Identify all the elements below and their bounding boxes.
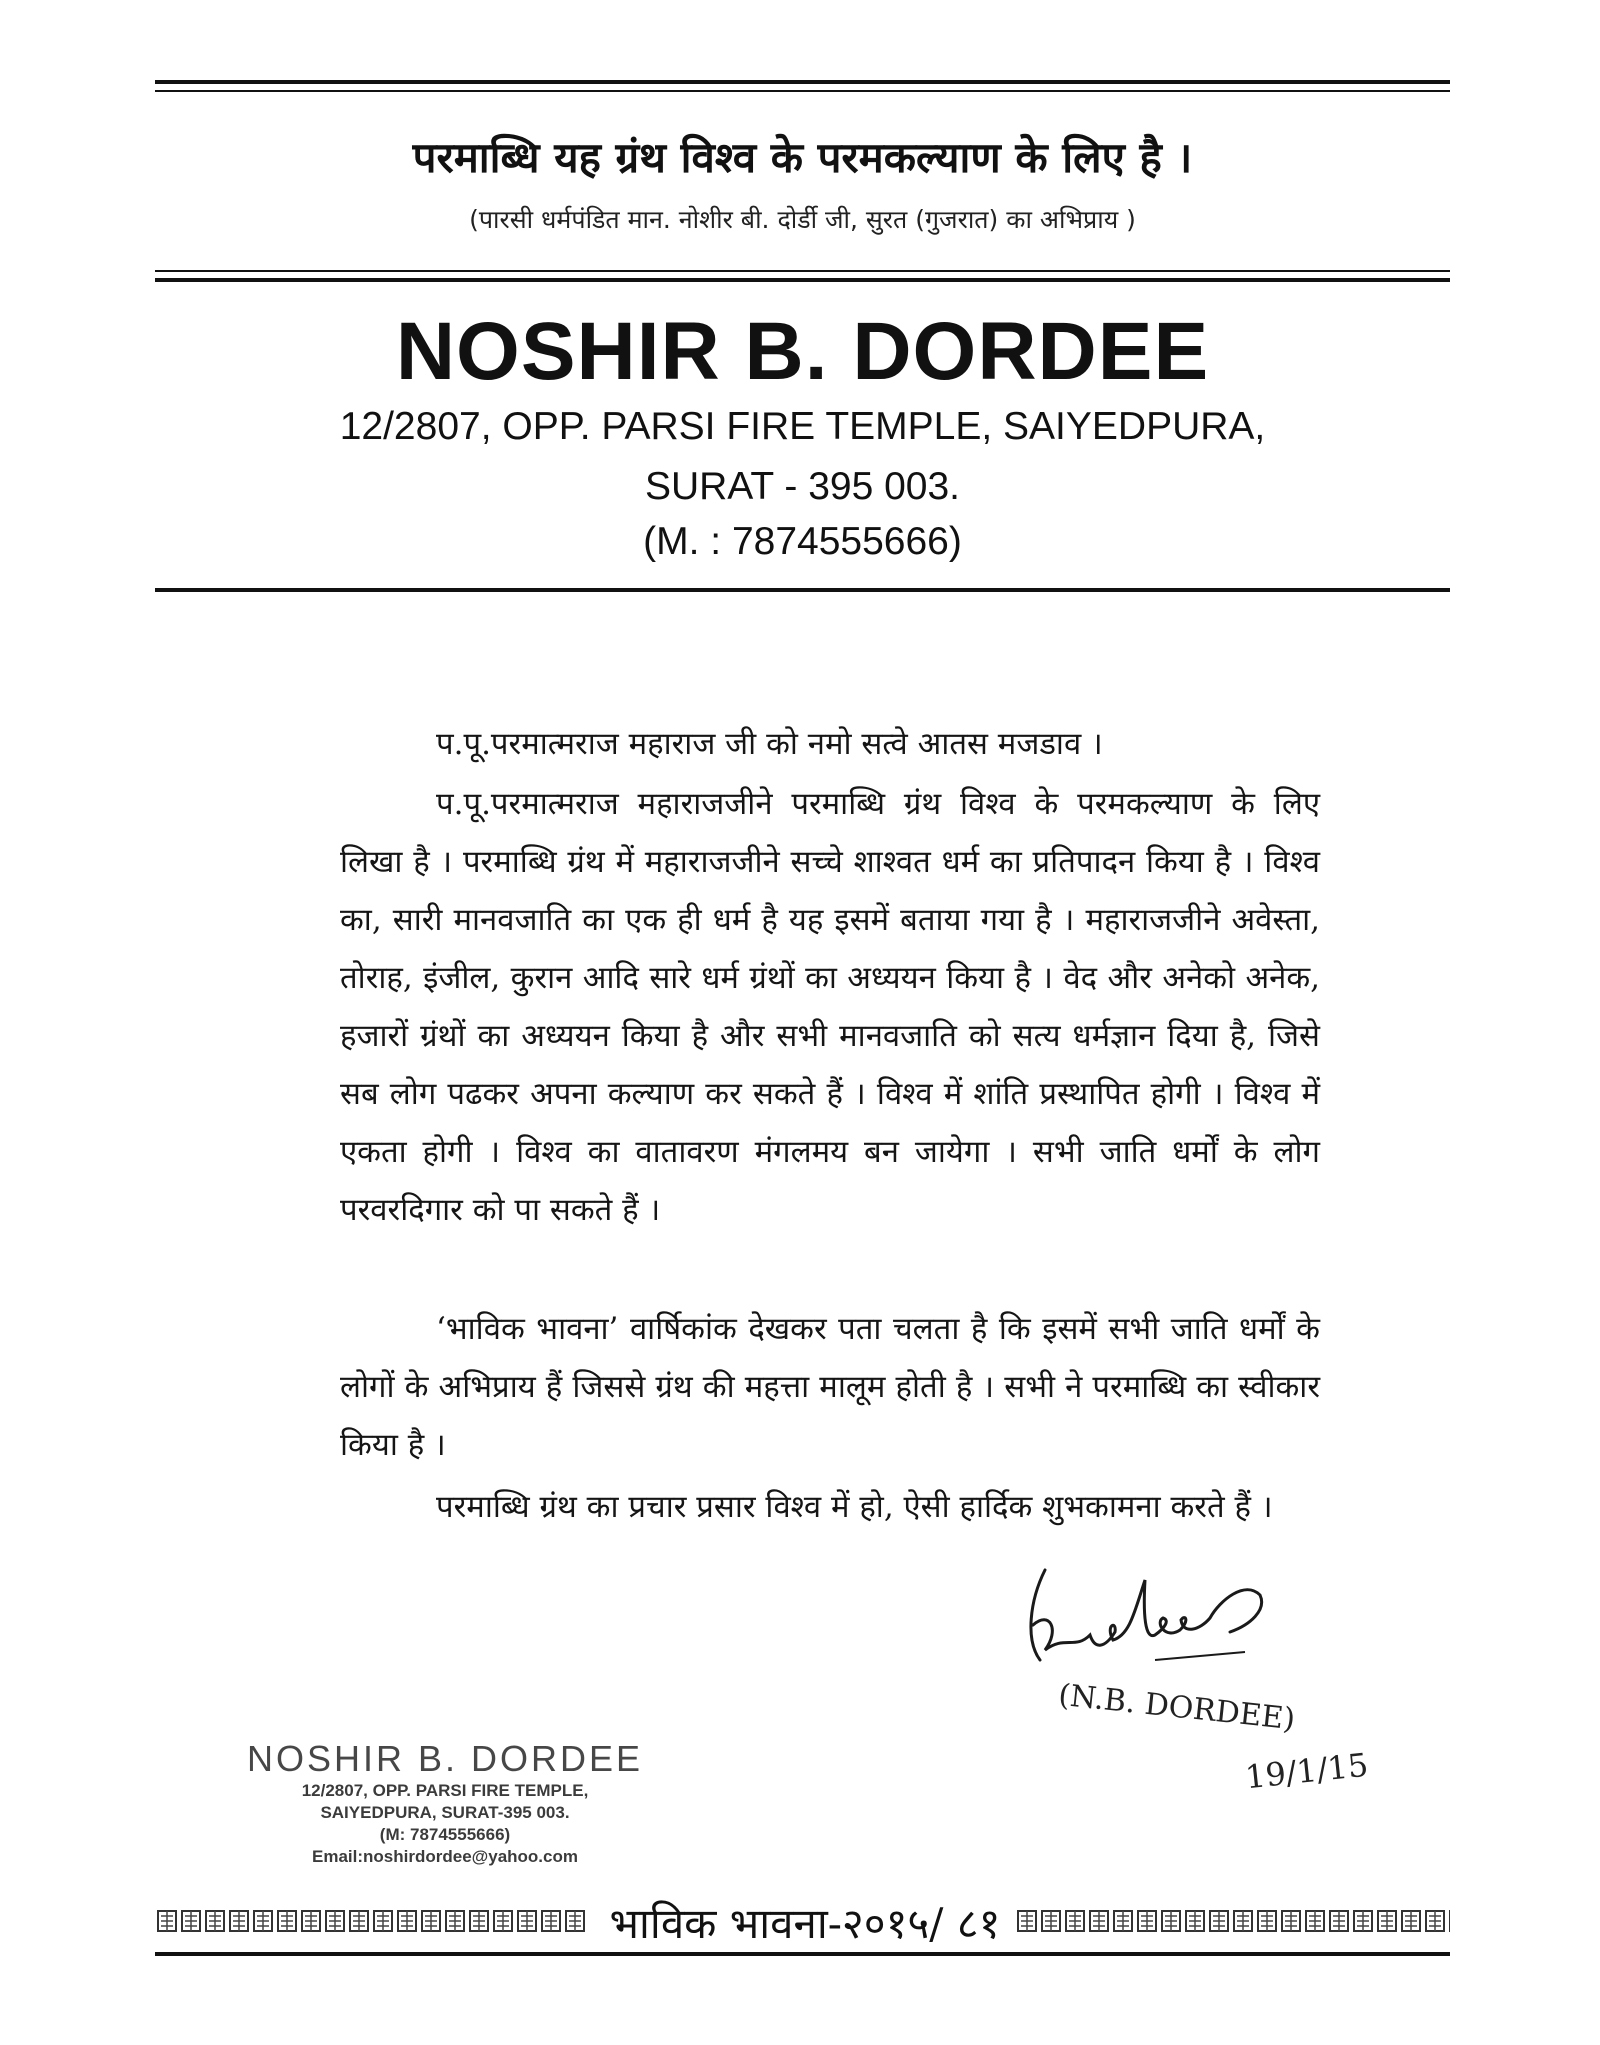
- letterhead-address-line1: 12/2807, OPP. PARSI FIRE TEMPLE, SAIYEDPURA,: [339, 405, 1266, 448]
- letter-paragraph-3: परमाब्धि ग्रंथ का प्रचार प्रसार विश्व में हो, ऐसी हार्दिक शुभकामना करते हैं ।: [436, 1489, 1273, 1525]
- header-tagline: परमाब्धि यह ग्रंथ विश्व के परमकल्याण के लिए है ।: [412, 133, 1193, 182]
- header-rule-1: [155, 270, 1450, 272]
- stamp-name: NOSHIR B. DORDEE: [246, 1738, 644, 1779]
- stamp-line-2: SAIYEDPURA, SURAT-395 003.: [320, 1803, 570, 1822]
- stamp-line-3: (M: 7874555666): [379, 1825, 511, 1844]
- letterhead-mobile: (M. : 7874555666): [643, 520, 962, 563]
- header-rule-2: [155, 278, 1450, 282]
- footer-ornament-left: [155, 1908, 585, 1934]
- footer-publication-label: भाविक भावना-२०१५/ ८१: [609, 1899, 1001, 1948]
- letter-paragraph-2: ‘भाविक भावना’ वार्षिकांक देखकर पता चलता है कि इसमें सभी जाति धर्मों के लोगों के अभिप्राय हैं जिससे ग्रंथ की महत्ता मालूम होती है । सभी ने परमाब्धि का स्वीकार किया है ।: [340, 1311, 1320, 1463]
- signature-name: (N.B. DORDEE): [1056, 1677, 1297, 1738]
- footer-ornament-right: [1015, 1908, 1450, 1934]
- letter-greeting: प.पू.परमात्मराज महाराज जी को नमो सत्वे आतस मजडाव ।: [436, 726, 1103, 762]
- top-rule-1: [155, 80, 1450, 84]
- header-tagline-note: (पारसी धर्मपंडित मान. नोशीर बी. दोर्डी जी, सुरत (गुजरात) का अभिप्राय ): [469, 205, 1136, 234]
- signature-date: 19/1/15: [1243, 1745, 1371, 1797]
- letterhead-rule: [155, 588, 1450, 592]
- top-rule-2: [155, 90, 1450, 92]
- stamp-line-4: Email:noshirdordee@yahoo.com: [312, 1847, 578, 1866]
- stamp-line-1: 12/2807, OPP. PARSI FIRE TEMPLE,: [301, 1781, 589, 1800]
- letterhead-address-line2: SURAT - 395 003.: [644, 465, 961, 508]
- address-stamp: [235, 1738, 655, 1868]
- page-footer: [155, 1894, 1450, 1946]
- letterhead-name: NOSHIR B. DORDEE: [395, 306, 1210, 397]
- signature-mark: [1005, 1540, 1305, 1690]
- letter-paragraph-1: प.पू.परमात्मराज महाराजजीने परमाब्धि ग्रंथ विश्व के परमकल्याण के लिए लिखा है । परमाब्धि ग्रंथ में महाराजजीने सच्चे शाश्वत धर्म का प्रतिपादन किया है । विश्व का, सारी मानवजाति का एक ही धर्म है यह इसमें बताया गया है । महाराजजीने अवेस्ता, तोराह, इंजील, कुरान आदि सारे धर्म ग्रंथों का अध्ययन किया है । वेद और अनेको अनेक, हजारों ग्रंथों का अध्ययन किया है और सभी मानवजाति को सत्य धर्मज्ञान दिया है, जिसे सब लोग पढकर अपना कल्याण कर सकते हैं । विश्व में शांति प्रस्थापित होगी । विश्व में एकता होगी । विश्व का वातावरण मंगलमय बन जायेगा । सभी जाति धर्मों के लोग परवरदिगार को पा सकते हैं ।: [340, 786, 1320, 1228]
- footer-rule: [155, 1952, 1450, 1956]
